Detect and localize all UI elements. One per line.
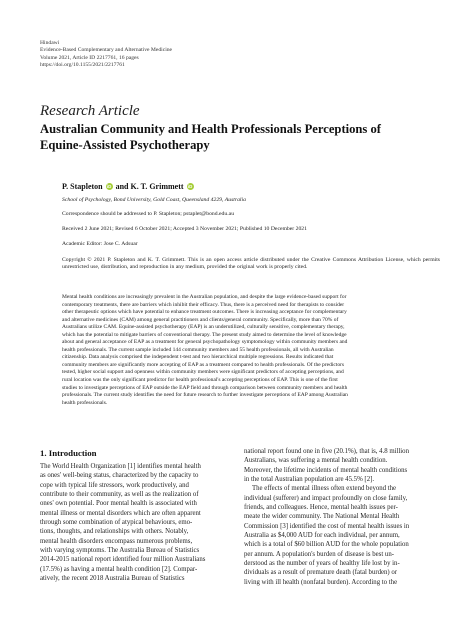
publication-dates: Received 2 June 2021; Revised 6 October 2021; Accepted 3 November 2021; Published 10 December 2021 [62, 226, 307, 232]
abstract-line: which has the potential to mitigate barriers of conventional therapy. The present study aimed to determine the level of knowledge [62, 331, 347, 338]
abstract-line: Australians utilize CAM. Equine-assisted psychotherapy (EAP) is an underutilized, culturally sensitive, complementary therapy, [62, 324, 345, 331]
body-line: with varying symptoms. The Australia Bureau of Statistics [40, 547, 200, 555]
journal-doi-link[interactable]: https://doi.org/10.1155/2021/2217761 [40, 62, 125, 69]
body-line: as ones' well-being status, characterized by the capacity to [40, 472, 199, 480]
abstract-line: citizenship. Data analysis comprised the independent t-test and two hierarchical multiple regressions. Results indicated that [62, 354, 334, 361]
author-list [62, 182, 195, 191]
body-line: in the total Australian population are 45.5% [2]. [244, 476, 375, 484]
title-line: Equine-Assisted Psychotherapy [40, 137, 210, 152]
body-line: Australians, was suffering a mental health condition. [244, 457, 388, 465]
abstract-line: and alternative medicines (CAM) among general practitioners and clients/general community. Specifically, more than 70% of [62, 316, 339, 323]
section-heading-introduction: 1. Introduction [40, 448, 97, 458]
orcid-icon[interactable]: iD [106, 184, 112, 189]
body-line: derstood as the number of years of healthy life lost by in- [244, 560, 400, 568]
body-column-right [244, 447, 428, 587]
body-line: cope with typical life stressors, work productively, and [40, 481, 189, 489]
author-name[interactable]: P. Stapleton [62, 182, 103, 191]
abstract-line: health professionals. [62, 399, 108, 406]
abstract-line: tested, higher social support and openness within community members were significant predictors of accepting perceptions, and [62, 369, 344, 376]
abstract-line: professionals. The current study identifies the need for future research to further investigate perceptions of EAP among Australian [62, 392, 348, 399]
orcid-icon[interactable]: iD [187, 184, 193, 189]
body-line: Commission [3] identified the cost of mental health issues in [244, 522, 410, 530]
abstract-line: community members are significantly more accepting of EAP as a treatment compared to health professionals. Of the predictors [62, 361, 345, 368]
journal-volume: Volume 2021, Article ID 2217761, 16 pages [40, 54, 139, 61]
correspondence: Correspondence should be addressed to P. Stapleton; pstaplet@bond.edu.au [62, 211, 235, 217]
body-line: tions, thoughts, and relationships with others. Notably, [40, 528, 189, 536]
body-line: The effects of mental illness often extend beyond the [252, 485, 397, 493]
body-line: atively, the recent 2018 Australia Bureau of Statistics [40, 575, 185, 583]
abstract [62, 294, 440, 407]
body-line: The World Health Organization [1] identifies mental health [40, 463, 201, 470]
author-connector: and [115, 182, 129, 191]
body-line: dividuals as a result of premature death (fatal burden) or [244, 569, 398, 577]
author-affiliation: School of Psychology, Bond University, Gold Coast, Queensland 4229, Australia [62, 197, 246, 203]
body-line: meate the wider community. The National Mental Health [244, 513, 400, 521]
abstract-line: other therapeutic options which have potential to enhance treatment outcomes. There is increasing acceptance for complementary [62, 309, 347, 316]
body-column-left [40, 462, 224, 583]
copyright-notice: Copyright © 2021 P. Stapleton and K. T. Grimmett. This is an open access article distributed under the Creative Commons Attribution License, which permits unrestricted use, distribution, and reproduction in any medium, provided the original work is properly cited. [62, 257, 440, 271]
body-line: living with ill health (nonfatal burden). According to the [244, 578, 398, 586]
academic-editor: Academic Editor: Jose C. Adsuar [62, 241, 138, 247]
abstract-line: about and general acceptance of EAP as a treatment for general psychopathology symptomology within community members and [62, 339, 348, 346]
abstract-line: rural location was the only significant predictor for health professional's accepting perceptions of EAP. This is one of the first [62, 377, 338, 384]
abstract-line: health professionals. The current sample included 144 community members and 55 health professionals, all with Australian [62, 346, 334, 353]
article-title [40, 122, 440, 153]
publisher-name: Hindawi [40, 40, 60, 46]
body-line: through some combination of atypical behaviours, emo- [40, 519, 193, 527]
abstract-line: studies to investigate perceptions of EAP outside the EAP field and through comparison between community members and health [62, 384, 348, 391]
article-type: Research Article [40, 103, 140, 119]
body-line: mental health disorders encompass numerous problems, [40, 537, 193, 545]
body-line: individual (sufferer) and impact profoundly on close family, [244, 494, 408, 502]
body-line: ones' own potential. Poor mental health is associated with [40, 500, 197, 508]
abstract-line: Mental health conditions are increasingly prevalent in the Australian population, and despite the large evidence-based support for [62, 294, 347, 300]
journal-header [40, 40, 172, 70]
body-line: (17.5%) as having a mental health condition [2]. Compar- [40, 565, 198, 573]
title-line: Australian Community and Health Professionals Perceptions of [40, 122, 381, 136]
abstract-line: contemporary treatments, there are barriers which inhibit their efficacy. Thus, there is a perceived need for therapists to consider [62, 301, 345, 308]
body-line: mental illness or mental disorders which are often apparent [40, 509, 201, 517]
body-line: which is a total of $60 billion AUD for the whole population [244, 541, 409, 549]
body-line: Australia as $4,000 AUD for each individual, per annum, [244, 532, 400, 540]
body-line: friends, and colleagues. Hence, mental health issues per- [244, 504, 398, 512]
journal-name: Evidence-Based Complementary and Alternative Medicine [40, 47, 173, 54]
body-line: 2014-2015 national report identified four million Australians [40, 556, 206, 564]
body-line: Moreover, the lifetime incidents of mental health conditions [244, 466, 408, 474]
body-line: per annum. A population's burden of disease is best un- [244, 550, 394, 558]
body-line: contribute to their community, as well as the realization of [40, 491, 199, 499]
author-name[interactable]: K. T. Grimmett [130, 182, 184, 191]
body-line: national report found one in five (20.1%), that is, 4.8 million [244, 448, 409, 455]
